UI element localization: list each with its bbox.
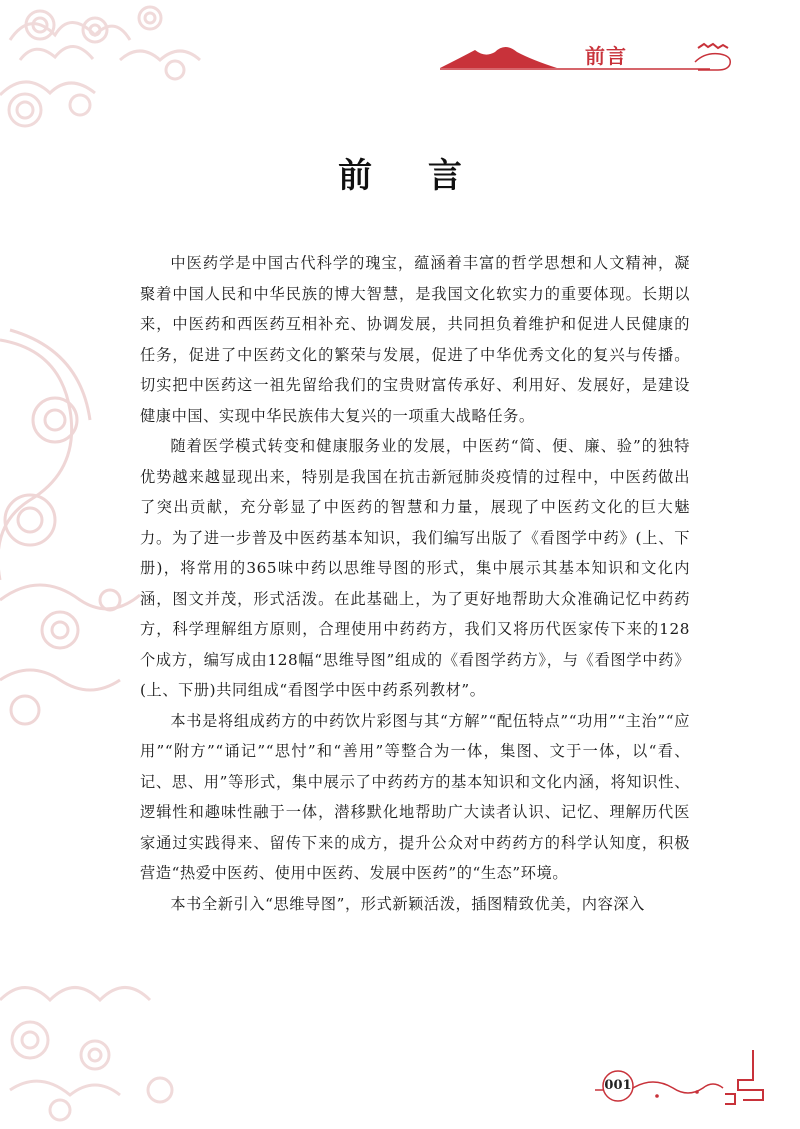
dragon-pattern-left: [0, 300, 150, 740]
page-title: 前 言: [338, 156, 484, 196]
paragraph: 中医药学是中国古代科学的瑰宝，蕴涵着丰富的哲学思想和人文精神，凝聚着中国人民和中华民族的博大智慧，是我国文化软实力的重要体现。长期以来，中医药和西医药互相补充、协调发展，共同担负着维护和促进人民健康的任务，促进了中医药文化的繁荣与发展，促进了中华优秀文化的复兴与传播。切实把中医药这一祖先留给我们的宝贵财富传承好、利用好、发展好，是建设健康中国、实现中华民族伟大复兴的一项重大战略任务。: [140, 254, 690, 425]
cloud-pattern-bottom-left: [0, 960, 220, 1129]
paragraph: 本书是将组成药方的中药饮片彩图与其“方解”“配伍特点”“功用”“主治”“应用”“附方”“诵记”“思忖”和“善用”等整合为一体，集图、文于一体，以“看、记、思、用”等形式，集中展示了中药药方的基本知识和文化内涵，将知识性、逻辑性和趣味性融于一体，潜移默化地帮助广大读者认识、记忆、理解历代医家通过实践得来、留传下来的成方，提升公众对中药药方的科学认知度，积极营造“热爱中医药、使用中医药、发展中医药”的“生态”环境。: [140, 711, 690, 882]
header-section-label: 前言: [585, 44, 627, 68]
paragraph: 本书全新引入“思维导图”，形式新颖活泼，插图精致优美，内容深入: [170, 894, 645, 913]
page-number: 001: [604, 1078, 632, 1093]
body-text: [140, 248, 690, 919]
cloud-pattern-top-left: [0, 0, 230, 150]
paragraph: 随着医学模式转变和健康服务业的发展，中医药“简、便、廉、验”的独特优势越来越显现出来，特别是我国在抗击新冠肺炎疫情的过程中，中医药做出了突出贡献，充分彰显了中医药的智慧和力量，展现了中医药文化的巨大魅力。为了进一步普及中医药基本知识，我们编写出版了《看图学中药》(上、下册)，将常用的365味中药以思维导图的形式，集中展示其基本知识和文化内涵，图文并茂，形式活泼。在此基础上，为了更好地帮助大众准确记忆中药药方，科学理解组方原则，合理使用中药药方，我们又将历代医家传下来的128个成方，编写成由128幅“思维导图”组成的《看图学药方》，与《看图学中药》(上、下册)共同组成“看图学中医中药系列教材”。: [140, 437, 690, 699]
